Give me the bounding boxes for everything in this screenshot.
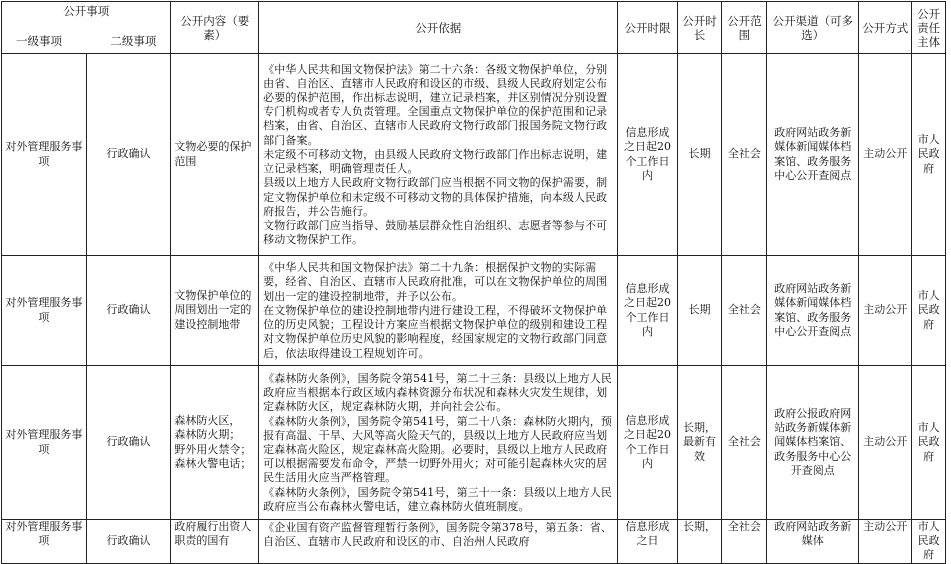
basis-paragraph: 《森林防火条例》，国务院令第541号，第三十一条：县级以上地方人民政府应当公布森林火警电话，建立森林防火值班制度。	[263, 485, 612, 513]
cell-level1: 对外管理服务事项	[2, 54, 87, 256]
basis-paragraph: 文物行政部门应当指导、鼓励基层群众性自治组织、志愿者等参与不可移动文物保护工作。	[263, 218, 608, 247]
cell-responsible: 市人民政府	[912, 520, 946, 564]
header-channel: 公开渠道（可多选）	[767, 2, 859, 54]
table-row	[2, 54, 946, 256]
header-method: 公开方式	[859, 2, 912, 54]
cell-scope: 全社会	[722, 256, 767, 366]
cell-time-limit: 信息形成之日起20个工作日内	[618, 366, 677, 520]
disclosure-table	[1, 1, 946, 564]
cell-scope: 全社会	[722, 54, 767, 256]
content-line: 森林防火区，	[174, 414, 241, 428]
cell-level1: 对外管理服务事项	[2, 520, 87, 564]
cell-time-limit: 信息形成之日	[618, 520, 677, 564]
cell-content	[171, 366, 259, 520]
cell-time-limit: 信息形成之日起20个工作日内	[618, 54, 677, 256]
cell-responsible: 市人民政府	[912, 256, 946, 366]
content-line: 森林防火期；	[174, 428, 241, 442]
cell-scope: 全社会	[722, 366, 767, 520]
cell-responsible: 市人民政府	[912, 366, 946, 520]
basis-paragraph: 《中华人民共和国文物保护法》第二十九条：根据保护文物的实际需要，经省、自治区、直辖市人民政府批准，可以在文物保护单位的周围划出一定的建设控制地带，并予以公布。	[263, 261, 608, 303]
table-row	[2, 520, 946, 564]
cell-content: 文物保护单位的周围划出一定的建设控制地带	[171, 256, 259, 366]
cell-method: 主动公开	[859, 520, 912, 564]
cell-level1: 对外管理服务事项	[2, 256, 87, 366]
content-line: 野外用火禁令；	[174, 442, 252, 456]
header-responsible: 公开责任主体	[912, 2, 946, 54]
table-row	[2, 366, 946, 520]
cell-level2: 行政确认	[86, 54, 171, 256]
basis-paragraph: 《中华人民共和国文物保护法》第二十六条：各级文物保护单位，分别由省、自治区、直辖市人民政府和设区的市级、县级人民政府划定公布必要的保护范围，作出标志说明，建立记录档案，并区别情况分别设置专门机构或者专人负责管理。全国重点文物保护单位的保护范围和记录档案，由省、自治区、直辖市人民政府文物行政部门报国务院文物行政部门备案。	[263, 62, 608, 147]
header-matter-group: 公开事项	[63, 4, 110, 18]
cell-method: 主动公开	[859, 54, 912, 256]
cell-level1: 对外管理服务事项	[2, 366, 87, 520]
table-row	[2, 256, 946, 366]
cell-duration: 长期	[677, 256, 722, 366]
cell-basis	[259, 366, 618, 520]
cell-duration: 长期，	[677, 520, 722, 564]
basis-paragraph: 《森林防火条例》，国务院令第541号，第二十三条：县级以上地方人民政府应当根据本行政区域内森林资源分布状况和森林火灾发生规律，划定森林防火区，规定森林防火期，并向社会公布。	[263, 371, 612, 414]
content-line: 森林火警电话；	[174, 456, 252, 470]
header-duration: 公开时长	[677, 2, 722, 54]
cell-level2: 行政确认	[86, 366, 171, 520]
header-row	[2, 2, 946, 54]
cell-basis	[259, 256, 618, 366]
basis-paragraph: 《企业国有资产监督管理暂行条例》，国务院令第378号，第五条：省、自治区、直辖市人民政府和设区的市、自治州人民政府	[263, 521, 612, 549]
cell-channel: 政府网站政务新媒体	[767, 520, 859, 564]
cell-method: 主动公开	[859, 366, 912, 520]
cell-channel: 政府公报政府网站政务新媒体新闻媒体档案馆、政务服务中心公开查阅点	[767, 366, 859, 520]
basis-paragraph: 《森林防火条例》，国务院令第541号，第二十八条：森林防火期内，预报有高温、干旱、大风等高火险天气的，县级以上地方人民政府应当划定森林高火险区，规定森林高火险期。必要时，县级以上地方人民政府可以根据需要发布命令，严禁一切野外用火；对可能引起森林火灾的居民生活用火应当严格管理。	[263, 414, 612, 485]
basis-paragraph: 未定级不可移动文物，由县级人民政府文物行政部门作出标志说明，建立记录档案，明确管理责任人。	[263, 147, 608, 176]
cell-basis	[259, 520, 618, 564]
cell-responsible: 市人民政府	[912, 54, 946, 256]
cell-content: 文物必要的保护范围	[171, 54, 259, 256]
header-level2: 二级事项	[110, 34, 157, 48]
header-basis: 公开依据	[259, 2, 618, 54]
header-scope: 公开范围	[722, 2, 767, 54]
cell-level2: 行政确认	[86, 520, 171, 564]
cell-duration: 长期	[677, 54, 722, 256]
cell-channel: 政府网站政务新媒体新闻媒体档案馆、政务服务中心公开查阅点	[767, 256, 859, 366]
header-content: 公开内容（要素）	[171, 2, 259, 54]
cell-scope: 全社会	[722, 520, 767, 564]
cell-time-limit: 信息形成之日起20个工作日内	[618, 256, 677, 366]
header-matters	[2, 2, 171, 54]
cell-level2: 行政确认	[86, 256, 171, 366]
cell-content: 政府履行出资人职责的国有	[171, 520, 259, 564]
cell-basis	[259, 54, 618, 256]
header-level1: 一级事项	[16, 34, 62, 48]
cell-method: 主动公开	[859, 256, 912, 366]
cell-channel: 政府网站政务新媒体新闻媒体档案馆、政务服务中心公开查阅点	[767, 54, 859, 256]
cell-duration: 长期，最新有效	[677, 366, 722, 520]
basis-paragraph: 县级以上地方人民政府文物行政部门应当根据不同文物的保护需要，制定文物保护单位和未定级不可移动文物的具体保护措施，向本级人民政府报告，并公告施行。	[263, 176, 608, 218]
basis-paragraph: 在文物保护单位的建设控制地带内进行建设工程，不得破坏文物保护单位的历史风貌；工程设计方案应当根据文物保护单位的级别和建设工程对文物保护单位历史风貌的影响程度，经国家规定的文物行政部门同意后，依法取得建设工程规划许可。	[263, 303, 608, 360]
header-time-limit: 公开时限	[618, 2, 677, 54]
